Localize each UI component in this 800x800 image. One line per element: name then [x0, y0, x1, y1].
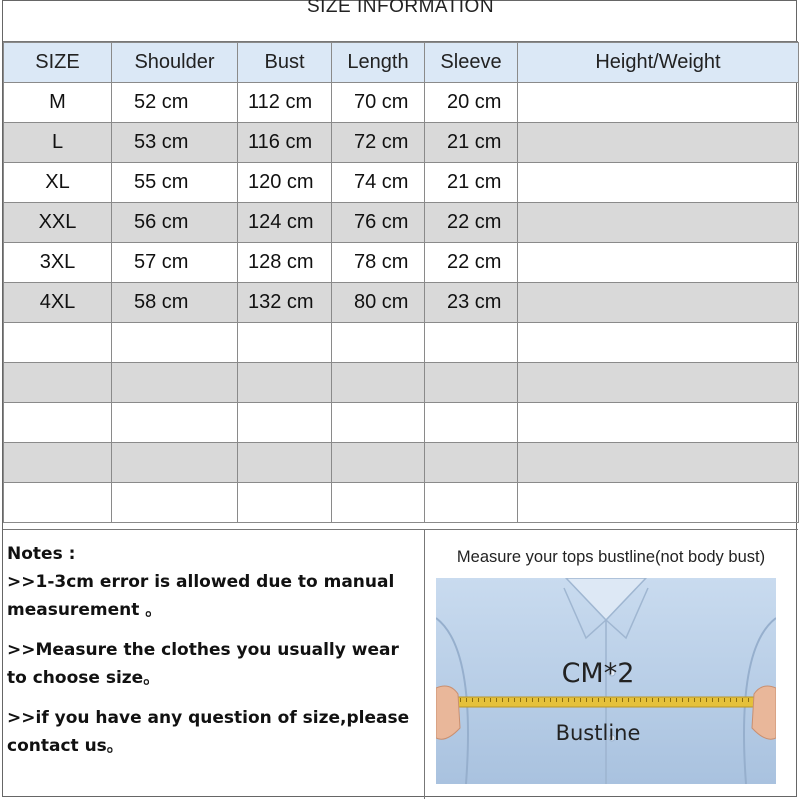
empty-cell: [332, 483, 425, 523]
note-item: >>Measure the clothes you usually wear to choose size。: [7, 640, 399, 688]
formula-label: CM*2: [561, 658, 635, 689]
notes-section: [3, 529, 798, 799]
height-weight-cell: [518, 243, 799, 283]
empty-cell: [4, 323, 112, 363]
bust-cell: 120 cm: [238, 163, 332, 203]
height-weight-cell: [518, 163, 799, 203]
length-cell: 76 cm: [332, 203, 425, 243]
header-sleeve: Sleeve: [425, 43, 518, 83]
size-cell: XXL: [4, 203, 112, 243]
empty-cell: [4, 363, 112, 403]
empty-cell: [112, 403, 238, 443]
shoulder-cell: 52 cm: [112, 83, 238, 123]
height-weight-cell: [518, 203, 799, 243]
height-weight-cell: [518, 83, 799, 123]
size-chart: [2, 0, 797, 797]
empty-cell: [332, 363, 425, 403]
empty-cell: [518, 323, 799, 363]
table-row: [4, 403, 799, 443]
header-size: SIZE: [4, 43, 112, 83]
shoulder-cell: 57 cm: [112, 243, 238, 283]
size-cell: 3XL: [4, 243, 112, 283]
empty-cell: [518, 403, 799, 443]
note-item: >>1-3cm error is allowed due to manual measurement 。: [7, 572, 395, 620]
size-table: [3, 42, 799, 523]
length-cell: 74 cm: [332, 163, 425, 203]
length-cell: 70 cm: [332, 83, 425, 123]
empty-cell: [518, 443, 799, 483]
empty-cell: [425, 483, 518, 523]
shoulder-cell: 58 cm: [112, 283, 238, 323]
empty-cell: [238, 363, 332, 403]
empty-cell: [112, 483, 238, 523]
length-cell: 80 cm: [332, 283, 425, 323]
header-shoulder: Shoulder: [112, 43, 238, 83]
empty-cell: [518, 363, 799, 403]
bustline-label: Bustline: [555, 721, 641, 745]
sleeve-cell: 21 cm: [425, 123, 518, 163]
empty-cell: [238, 483, 332, 523]
empty-cell: [425, 363, 518, 403]
size-cell: M: [4, 83, 112, 123]
empty-cell: [332, 443, 425, 483]
size-cell: 4XL: [4, 283, 112, 323]
notes-block: [7, 540, 417, 760]
shoulder-cell: 56 cm: [112, 203, 238, 243]
height-weight-cell: [518, 283, 799, 323]
left-hand-icon: [436, 686, 460, 739]
sleeve-cell: 22 cm: [425, 203, 518, 243]
table-row: [4, 363, 799, 403]
section-divider: [424, 530, 425, 799]
size-cell: L: [4, 123, 112, 163]
empty-cell: [4, 483, 112, 523]
empty-cell: [332, 403, 425, 443]
bust-cell: 112 cm: [238, 83, 332, 123]
length-cell: 78 cm: [332, 243, 425, 283]
table-row: [4, 443, 799, 483]
empty-cell: [425, 443, 518, 483]
empty-cell: [4, 403, 112, 443]
sleeve-cell: 23 cm: [425, 283, 518, 323]
empty-cell: [112, 443, 238, 483]
shirt-bustline-photo: [436, 578, 776, 784]
table-row: [4, 163, 799, 203]
bust-cell: 132 cm: [238, 283, 332, 323]
empty-cell: [112, 323, 238, 363]
table-row: [4, 243, 799, 283]
note-item: >>if you have any question of size,please contact us。: [7, 708, 410, 756]
table-row: [4, 123, 799, 163]
size-cell: XL: [4, 163, 112, 203]
right-hand-icon: [752, 686, 776, 739]
sleeve-cell: 22 cm: [425, 243, 518, 283]
height-weight-cell: [518, 123, 799, 163]
bust-cell: 128 cm: [238, 243, 332, 283]
table-header-row: [4, 43, 799, 83]
header-bust: Bust: [238, 43, 332, 83]
table-row: [4, 483, 799, 523]
empty-cell: [112, 363, 238, 403]
length-cell: 72 cm: [332, 123, 425, 163]
sleeve-cell: 21 cm: [425, 163, 518, 203]
header-height-weight: Height/Weight: [518, 43, 799, 83]
sleeve-cell: 20 cm: [425, 83, 518, 123]
bust-cell: 116 cm: [238, 123, 332, 163]
empty-cell: [425, 403, 518, 443]
empty-cell: [332, 323, 425, 363]
empty-cell: [238, 403, 332, 443]
header-length: Length: [332, 43, 425, 83]
shoulder-cell: 55 cm: [112, 163, 238, 203]
table-row: [4, 283, 799, 323]
page-title: SIZE INFORMATION: [306, 0, 495, 17]
table-row: [4, 83, 799, 123]
shoulder-cell: 53 cm: [112, 123, 238, 163]
empty-cell: [238, 323, 332, 363]
measuring-tape: [450, 697, 762, 707]
notes-heading: Notes :: [7, 544, 76, 564]
empty-cell: [425, 323, 518, 363]
table-row: [4, 323, 799, 363]
bust-cell: 124 cm: [238, 203, 332, 243]
empty-cell: [4, 443, 112, 483]
empty-cell: [238, 443, 332, 483]
measure-caption: Measure your tops bustline(not body bust): [456, 548, 766, 566]
table-row: [4, 203, 799, 243]
empty-cell: [518, 483, 799, 523]
